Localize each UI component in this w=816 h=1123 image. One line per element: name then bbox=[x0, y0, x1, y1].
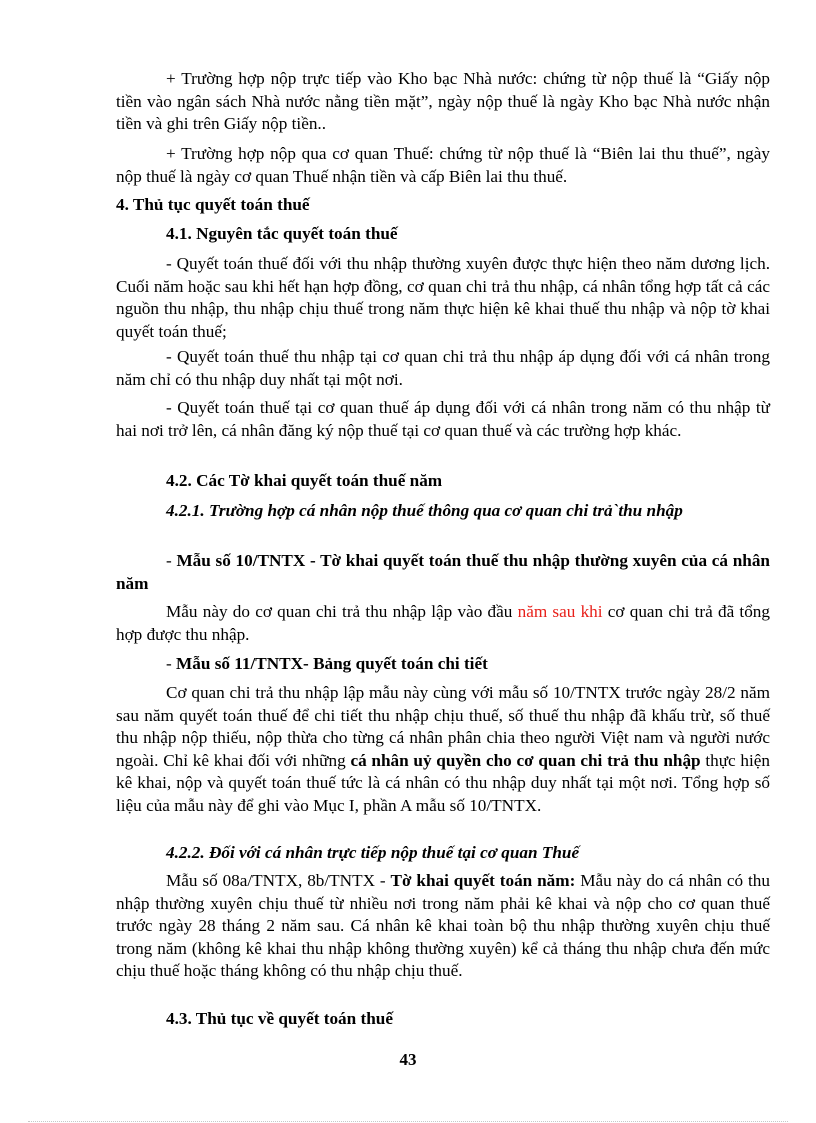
paragraph-payment-treasury: + Trường hợp nộp trực tiếp vào Kho bạc Nhà nước: chứng từ nộp thuế là “Giấy nộp tiền vào ngân sách Nhà nước nằng tiền mặt”, ngày nộp thuế là ngày Kho bạc Nhà nước nhận tiền và ghi trên Giấy nộp tiền.. bbox=[116, 69, 770, 133]
heading-section-4: 4. Thủ tục quyết toán thuế bbox=[116, 195, 310, 214]
paragraph-form-10-desc bbox=[116, 601, 770, 646]
page-number: 43 bbox=[399, 1050, 417, 1069]
form-10-desc-highlight: năm sau khi bbox=[517, 602, 603, 621]
heading-section-4-1: 4.1. Nguyên tắc quyết toán thuế bbox=[166, 224, 398, 243]
form-11-dash: - bbox=[166, 654, 177, 673]
paragraph-principle-1: - Quyết toán thuế đối với thu nhập thường xuyên được thực hiện theo năm dương lịch. Cuối năm hoặc sau khi hết hạn hợp đồng, cơ quan chi trả thu nhập, cá nhân tổng hợp tất cả các nguồn thu nhập, thu nhập chịu thuế trong năm thực hiện kê khai thuế thu nhập và nộp tờ khai quyết toán thuế; bbox=[116, 254, 770, 341]
form-10-desc-end: cơ quan chi trả đã tổng hợp được thu nhập. bbox=[116, 602, 770, 644]
form-11-title: Mẫu số 11/TNTX- Bảng quyết toán chi tiết bbox=[176, 654, 488, 673]
paragraph-form-11-desc bbox=[116, 682, 770, 817]
form-10-desc-start: Mẫu này do cơ quan chi trả thu nhập lập vào đầu bbox=[166, 602, 518, 621]
form-08-desc-end: Mẫu này do cá nhân có thu nhập thường xuyên chịu thuế từ nhiều nơi trong năm phải kê khai và nộp cho cơ quan thuế trước ngày 28 tháng 2 năm sau. Cá nhân kê khai toàn bộ thu nhập thường xuyên chịu thuế trong năm (không kê khai thu nhập không thường xuyên) kể cả tháng thu nhập chưa đến mức chịu thuế hoặc tháng không có thu nhập chịu thuế. bbox=[116, 871, 770, 980]
heading-section-4-3: 4.3. Thủ tục về quyết toán thuế bbox=[166, 1009, 393, 1028]
form-11-desc-bold: cá nhân uỷ quyền cho cơ quan chi trả thu nhập bbox=[350, 750, 701, 770]
form-11-desc-end: thực hiện kê khai, nộp và quyết toán thuế tức là cá nhân có thu nhập duy nhất tại một nơi. Tổng hợp số liệu của mẫu này để ghi vào Mục I, phần A mẫu số 10/TNTX. bbox=[116, 750, 770, 815]
form-11-heading bbox=[116, 653, 770, 676]
paragraph-principle-2: - Quyết toán thuế thu nhập tại cơ quan chi trả thu nhập áp dụng đối với cá nhân trong năm chỉ có thu nhập duy nhất tại một nơi. bbox=[116, 347, 770, 389]
form-08-desc-bold: Tờ khai quyết toán năm: bbox=[390, 871, 576, 890]
paragraph-principle-3: - Quyết toán thuế tại cơ quan thuế áp dụng đối với cá nhân trong năm có thu nhập từ hai nơi trở lên, cá nhân đăng ký nộp thuế tại cơ quan thuế và các trường hợp khác. bbox=[116, 398, 770, 440]
heading-section-4-2-2: 4.2.2. Đối với cá nhân trực tiếp nộp thuế tại cơ quan Thuế bbox=[166, 843, 580, 862]
heading-section-4-2-1: 4.2.1. Trường hợp cá nhân nộp thuế thông qua cơ quan chi trả`thu nhập bbox=[166, 501, 683, 520]
form-10-heading bbox=[116, 550, 770, 595]
form-08-desc-start: Mẫu số 08a/TNTX, 8b/TNTX - bbox=[166, 871, 391, 890]
heading-section-4-2: 4.2. Các Tờ khai quyết toán thuế năm bbox=[166, 471, 443, 490]
form-11-desc-start: Cơ quan chi trả thu nhập lập mẫu này cùng với mẫu số 10/TNTX trước ngày 28/2 năm sau năm quyết toán thuế để chi tiết thu nhập chịu thuế, số thuế thu nhập đã khấu trừ, số thuế thu nhập nộp thiếu, nộp thừa cho từng cá nhân phân chia theo người Việt nam và người nước ngoài. Chỉ kê khai đối với những bbox=[116, 683, 770, 770]
page-bottom-divider bbox=[28, 1121, 788, 1122]
paragraph-form-08 bbox=[116, 870, 770, 983]
form-10-title: Mẫu số 10/TNTX - Tờ khai quyết toán thuế thu nhập thường xuyên của cá nhân năm bbox=[116, 551, 770, 593]
paragraph-payment-tax-office: + Trường hợp nộp qua cơ quan Thuế: chứng từ nộp thuế là “Biên lai thu thuế”, ngày nộp thuế là ngày cơ quan Thuế nhận tiền và cấp Biên lai thu thuế. bbox=[116, 144, 770, 186]
form-10-dash: - bbox=[166, 551, 177, 570]
